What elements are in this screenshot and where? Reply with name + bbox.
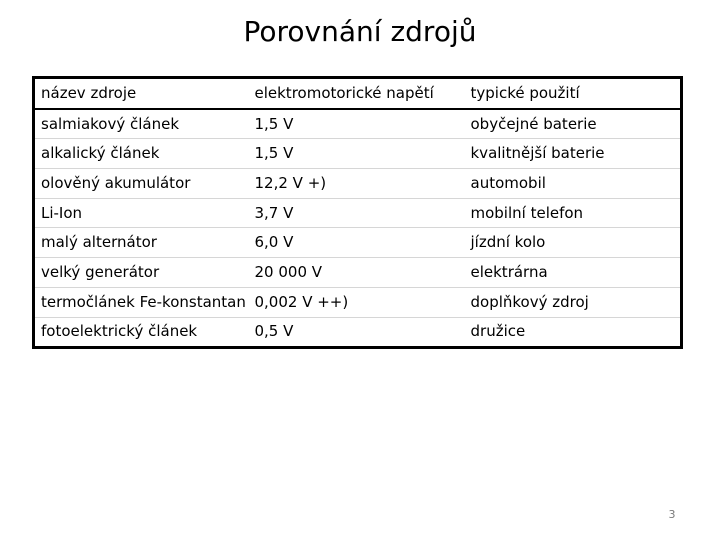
slide-title: Porovnání zdrojů <box>243 15 477 48</box>
header-emf: elektromotorické napětí <box>249 78 465 109</box>
cell-emf: 6,0 V <box>249 228 465 258</box>
cell-source-name: alkalický článek <box>34 139 249 169</box>
table-row <box>34 198 682 228</box>
header-source-name: název zdroje <box>34 78 249 109</box>
cell-source-name: salmiakový článek <box>34 109 249 139</box>
cell-typical-use: automobil <box>465 169 682 199</box>
cell-emf: 0,002 V ++) <box>249 287 465 317</box>
cell-typical-use: doplňkový zdroj <box>465 287 682 317</box>
header-typical-use: typické použití <box>465 78 682 109</box>
cell-source-name: velký generátor <box>34 258 249 288</box>
sources-table <box>32 76 683 349</box>
cell-source-name: olověný akumulátor <box>34 169 249 199</box>
table-row <box>34 139 682 169</box>
table-row <box>34 317 682 348</box>
cell-emf: 1,5 V <box>249 139 465 169</box>
cell-typical-use: družice <box>470 322 526 341</box>
table-row <box>34 109 682 139</box>
table-row <box>34 258 682 288</box>
cell-typical-use: obyčejné baterie <box>465 109 682 139</box>
cell-typical-use: elektrárna <box>465 258 682 288</box>
cell-emf: 0,5 V <box>254 322 294 341</box>
cell-typical-use: mobilní telefon <box>465 198 682 228</box>
cell-source-name: malý alternátor <box>34 228 249 258</box>
cell-source-name: Li-Ion <box>34 198 249 228</box>
cell-emf: 1,5 V <box>249 109 465 139</box>
cell-source-name: termočlánek Fe-konstantan <box>34 287 249 317</box>
cell-typical-use: jízdní kolo <box>465 228 682 258</box>
cell-emf: 20 000 V <box>249 258 465 288</box>
table-row <box>34 228 682 258</box>
cell-source-name: fotoelektrický článek <box>41 322 198 341</box>
cell-emf: 3,7 V <box>249 198 465 228</box>
cell-emf: 12,2 V +) <box>249 169 465 199</box>
table-row <box>34 169 682 199</box>
table-row <box>34 287 682 317</box>
cell-typical-use: kvalitnější baterie <box>465 139 682 169</box>
table-header-row <box>34 78 682 109</box>
page-number: 3 <box>668 508 676 521</box>
